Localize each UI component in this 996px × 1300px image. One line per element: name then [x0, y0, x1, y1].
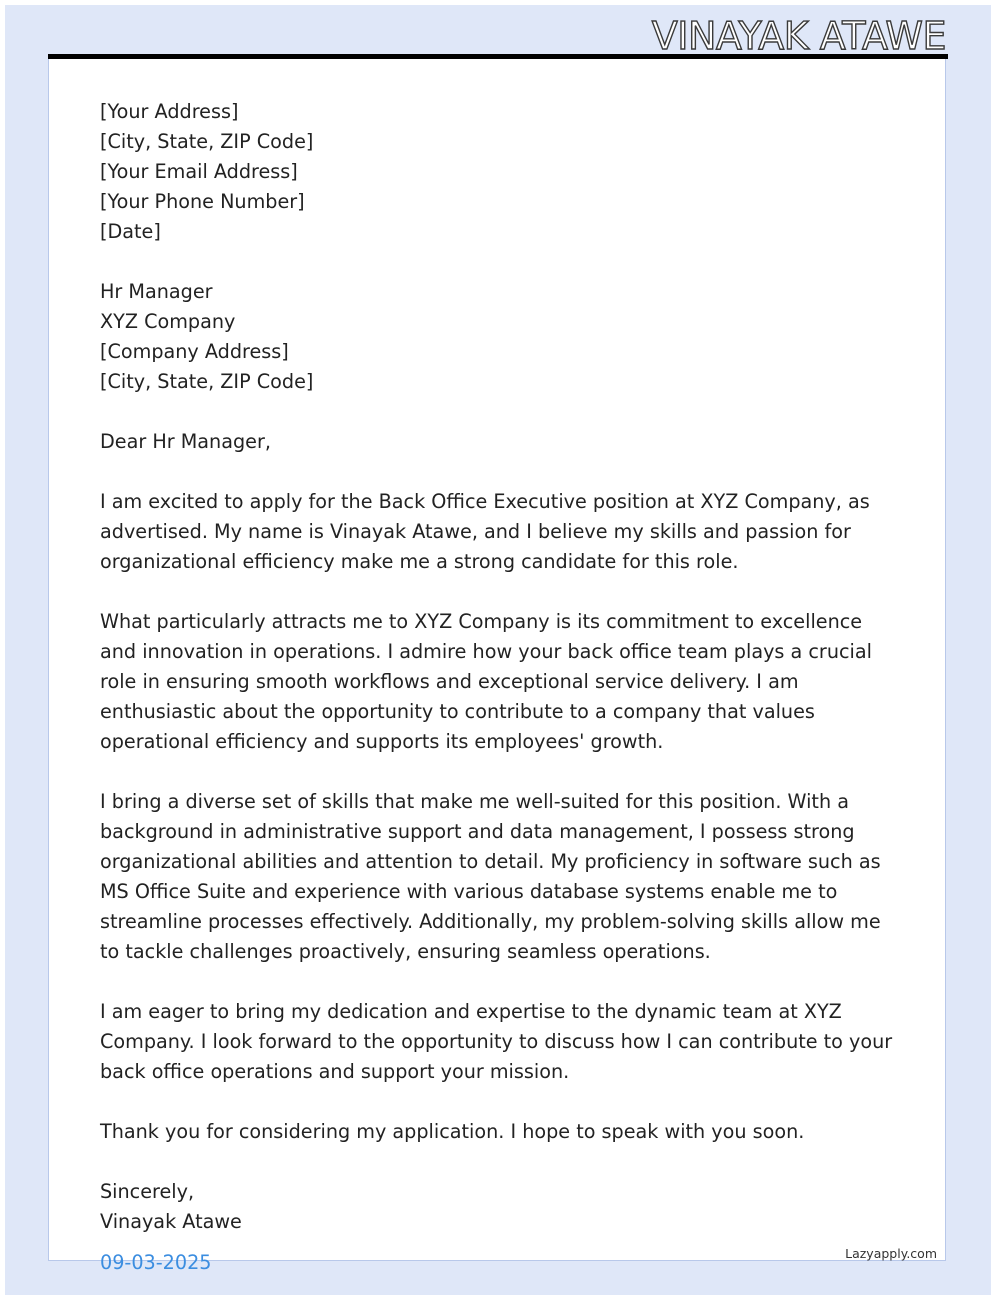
recipient-company: XYZ Company: [100, 310, 236, 333]
sender-phone: [Your Phone Number]: [100, 190, 305, 213]
footer-date: 09-03-2025: [100, 1251, 212, 1274]
signature: Vinayak Atawe: [100, 1210, 242, 1233]
recipient-city: [City, State, ZIP Code]: [100, 370, 314, 393]
sender-date: [Date]: [100, 220, 161, 243]
footer-brand: Lazyapply.com: [845, 1246, 937, 1261]
paragraph-intro: I am excited to apply for the Back Office Executive position at XYZ Company, as advertised. My name is Vinayak Atawe, and I believe my skills and passion for organizational efficiency make me a strong candidate for this role.: [100, 490, 870, 573]
paragraph-eager: I am eager to bring my dedication and expertise to the dynamic team at XYZ Company. I look forward to the opportunity to discuss how I can contribute to your back office operations and support your mission.: [100, 1000, 893, 1083]
sender-address: [Your Address]: [100, 100, 239, 123]
sender-email: [Your Email Address]: [100, 160, 298, 183]
applicant-name: VINAYAK ATAWE: [651, 14, 946, 58]
paragraph-thanks: Thank you for considering my application. I hope to speak with you soon.: [100, 1120, 805, 1143]
sender-city: [City, State, ZIP Code]: [100, 130, 314, 153]
recipient-address: [Company Address]: [100, 340, 289, 363]
paragraph-motivation: What particularly attracts me to XYZ Company is its commitment to excellence and innovation in operations. I admire how your back office team plays a crucial role in ensuring smooth workflows and exceptional service delivery. I am enthusiastic about the opportunity to contribute to a company that values operational efficiency and supports its employees' growth.: [100, 610, 872, 753]
recipient-title: Hr Manager: [100, 280, 213, 303]
closing: Sincerely,: [100, 1180, 195, 1203]
letter-body: [100, 97, 900, 1237]
paragraph-skills: I bring a diverse set of skills that make me well-suited for this position. With a background in administrative support and data management, I possess strong organizational abilities and attention to detail. My proficiency in software such as MS Office Suite and experience with various database systems enable me to streamline processes effectively. Additionally, my problem-solving skills allow me to tackle challenges proactively, ensuring seamless operations.: [100, 790, 881, 963]
salutation: Dear Hr Manager,: [100, 430, 271, 453]
